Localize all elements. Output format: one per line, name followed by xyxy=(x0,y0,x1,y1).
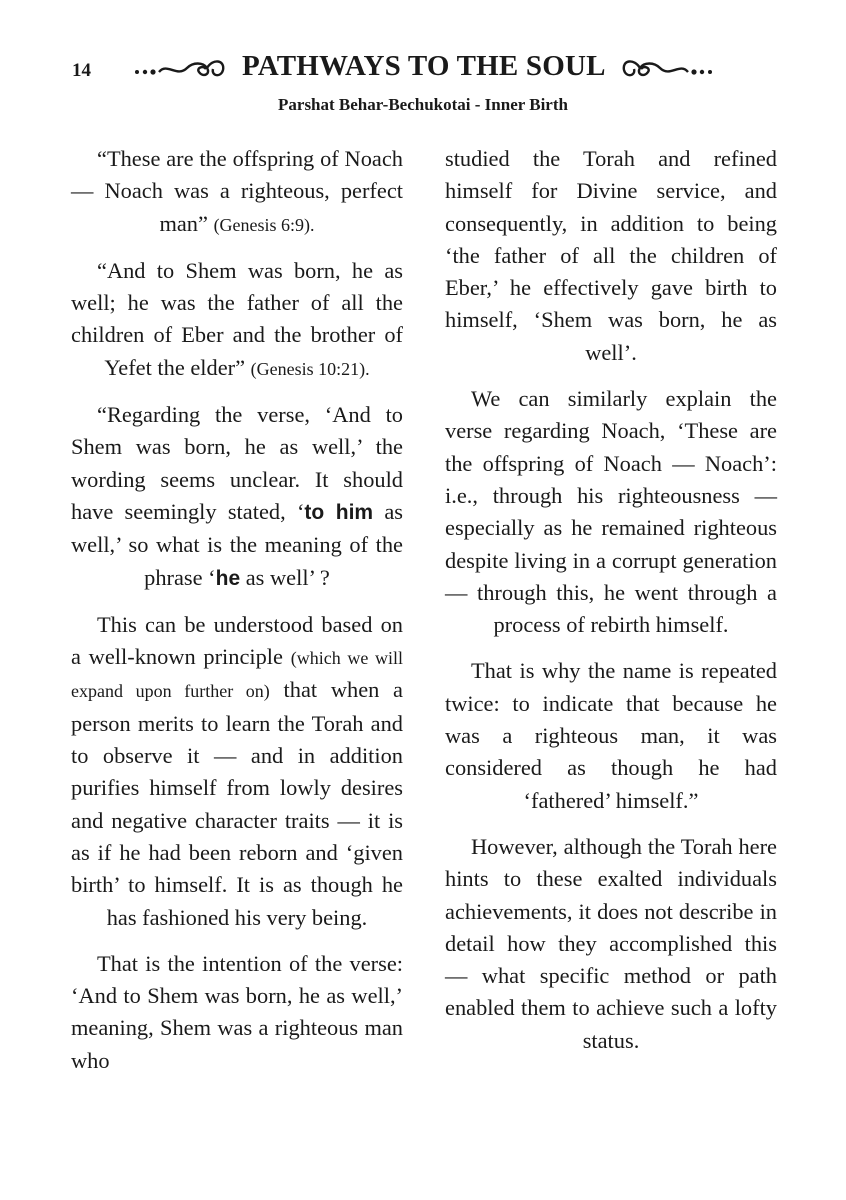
left-flourish-ornament xyxy=(133,56,229,80)
chapter-subtitle: Parshat Behar-Bechukotai - Inner Birth xyxy=(278,95,568,114)
citation: (Genesis 6:9). xyxy=(213,214,315,235)
paragraph-principle: This can be understood based on a well-known principle (which we will expand upon further on) that when a person merits to learn the Torah and to observe it — and in addition purifies himself from lowly desires and negative character traits — it is as if he had been reborn and ‘given birth’ to himself. It is as though he has fashioned his very being. xyxy=(71,611,403,930)
page-number: 14 xyxy=(72,60,91,81)
right-column xyxy=(445,143,777,1071)
paragraph-question: “Regarding the verse, ‘And to Shem was born, he as well,’ the wording seems unclear. It should have seemingly stated, ‘to him as well,’ so what is the meaning of the phrase ‘he as well’ ? xyxy=(71,402,404,590)
parenthetical-note: (which we will expand upon further on) xyxy=(71,648,403,702)
emphasis-he: he xyxy=(215,566,241,590)
quote-genesis-10-21: “And to Shem was born, he as well; he was the father of all the children of Eber and the brother of Yefet the elder” (Genesis 10:21). xyxy=(71,257,403,380)
paragraph-intention: That is the intention of the verse: ‘And to Shem was born, he as well,’ meaning, Shem was a righteous man who xyxy=(71,950,403,1073)
left-column xyxy=(71,143,403,1091)
running-header xyxy=(0,50,846,83)
right-flourish-ornament xyxy=(618,56,714,80)
running-title: PATHWAYS TO THE SOUL xyxy=(241,50,605,82)
paragraph-however: However, although the Torah here hints to these exalted individuals achievements, it does not describe in detail how they accomplished this — what specific method or path enabled them to achieve such a lofty status. xyxy=(445,833,777,1053)
citation: (Genesis 10:21). xyxy=(250,358,370,379)
emphasis-to-him: to him xyxy=(304,500,374,524)
paragraph-repeated-name: That is why the name is repeated twice: to indicate that because he was a righteous man, it was considered as though he had ‘fathered’ himself.” xyxy=(445,658,777,813)
paragraph-continuation: studied the Torah and refined himself for Divine service, and consequently, in addition to being ‘the father of all the children of Eber,’ he effectively gave birth to himself, ‘Shem was born, he as well’. xyxy=(445,146,777,365)
paragraph-noach: We can similarly explain the verse regarding Noach, ‘These are the offspring of Noach — Noach’: i.e., through his righteousness — especially as he remained righteous despite living in a corrupt generation — through this, he went through a process of rebirth himself. xyxy=(445,386,777,638)
quote-genesis-6-9: “These are the offspring of Noach — Noach was a righteous, perfect man” (Genesis 6:9). xyxy=(71,146,403,236)
